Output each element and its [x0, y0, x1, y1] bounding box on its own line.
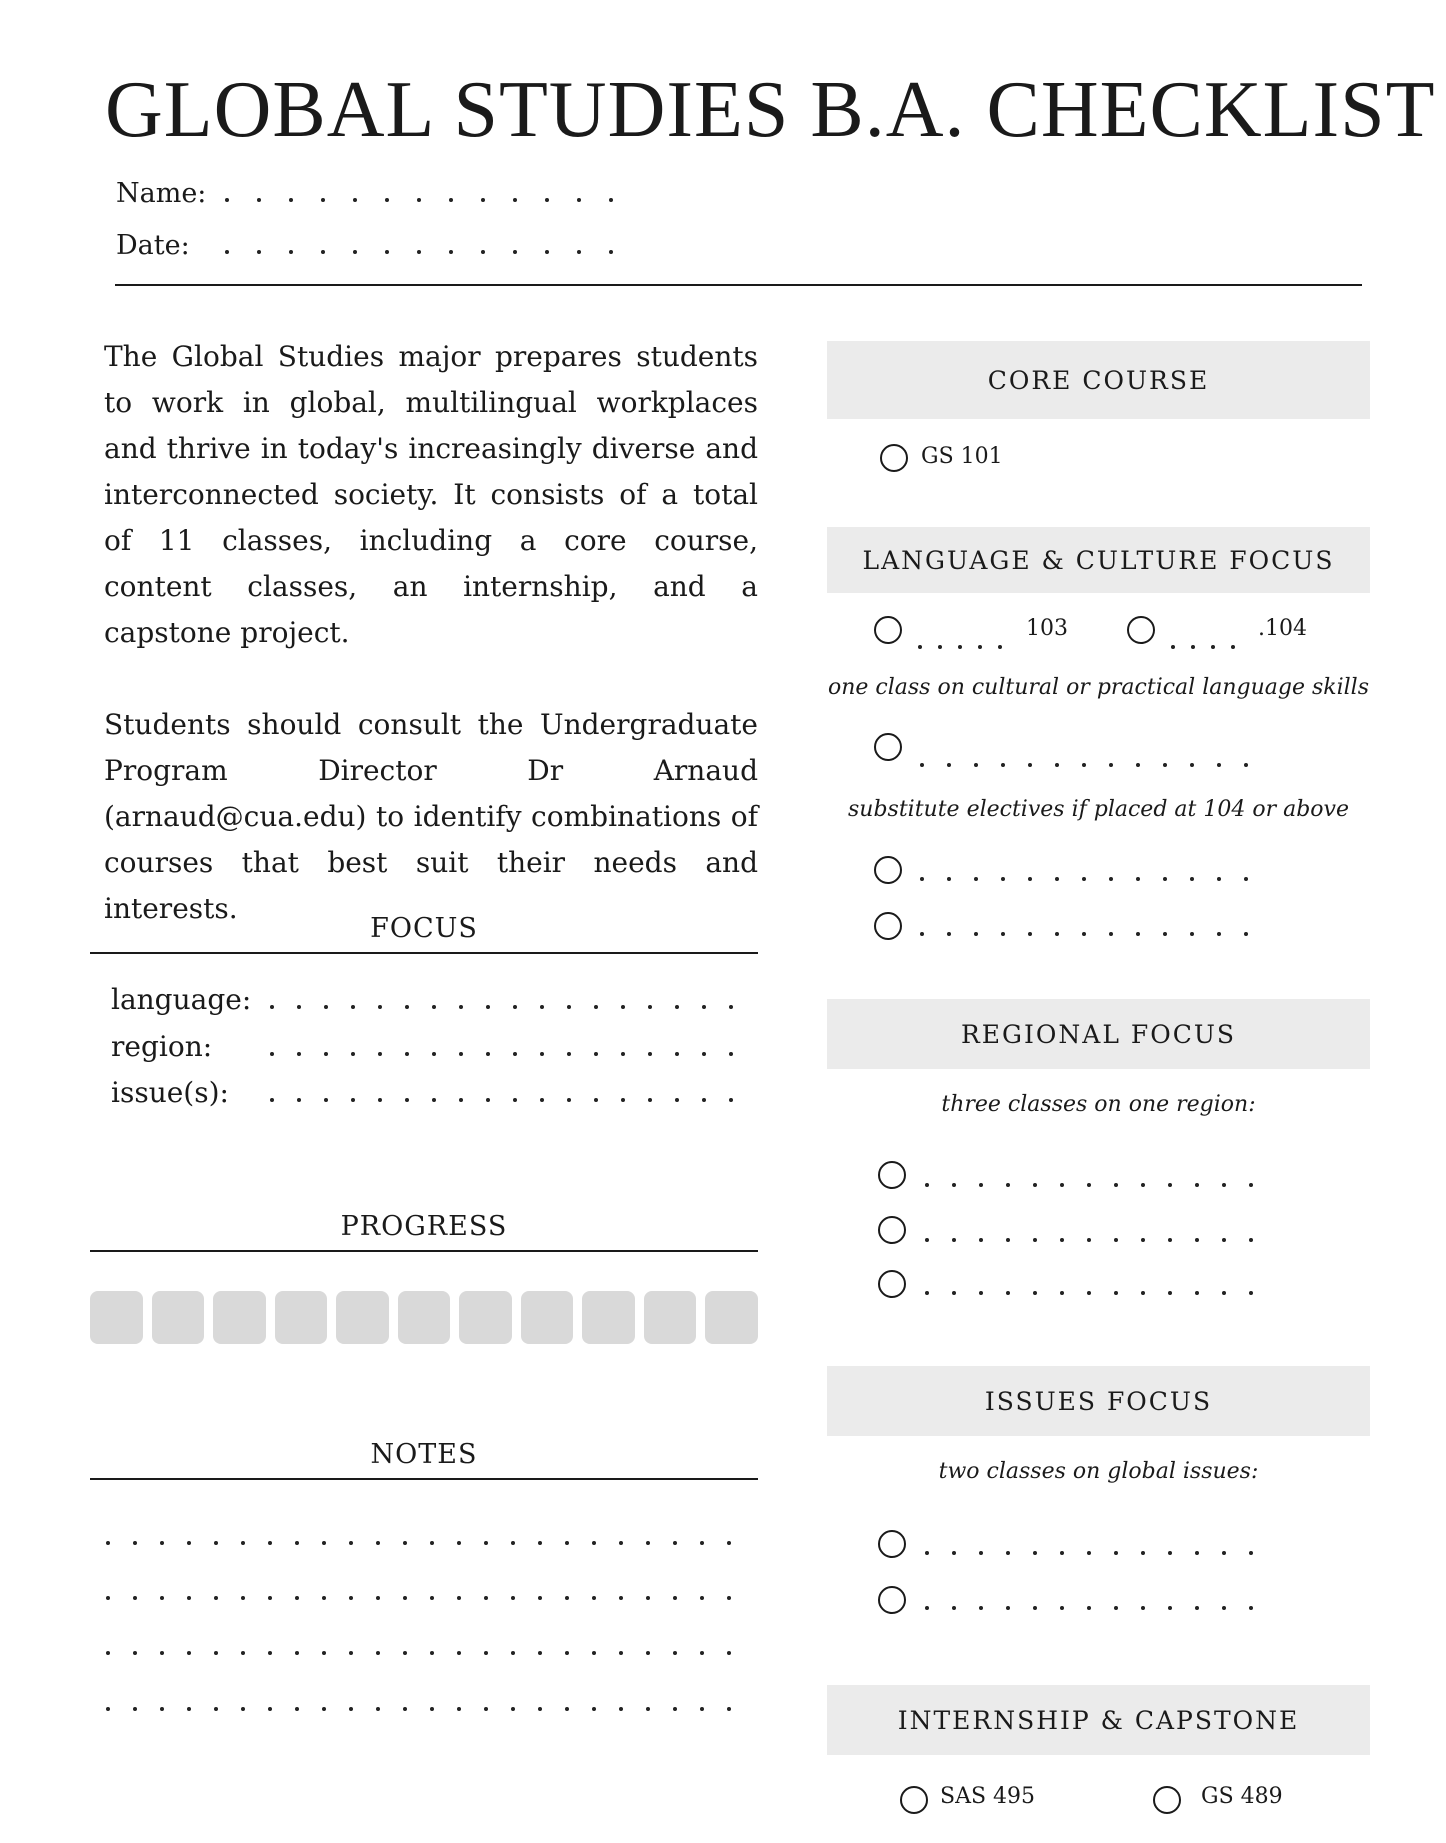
- regional-course-3-checkbox[interactable]: [878, 1270, 906, 1298]
- name-field[interactable]: [116, 180, 641, 207]
- language-elective-1-dots: [920, 866, 1271, 885]
- regional-note: three classes on one region:: [941, 1092, 1256, 1117]
- issues-course-1-checkbox[interactable]: [878, 1530, 906, 1558]
- notes-line-2[interactable]: [106, 1585, 754, 1604]
- notes-dots-2: [106, 1585, 754, 1604]
- header-divider: [115, 284, 1362, 286]
- notes-dots-4: [106, 1696, 754, 1715]
- language-104-dots: [1171, 634, 1251, 653]
- progress-heading: PROGRESS: [90, 1211, 758, 1252]
- progress-box[interactable]: [336, 1291, 389, 1344]
- intro-text: [104, 334, 758, 932]
- notes-line-4[interactable]: [106, 1696, 754, 1715]
- issues-course-2-checkbox[interactable]: [878, 1586, 906, 1614]
- language-skills-dots: [920, 752, 1271, 771]
- core-course-checkbox[interactable]: [880, 444, 908, 472]
- issues-focus-heading: ISSUES FOCUS: [827, 1366, 1370, 1436]
- focus-region-dots: [270, 1033, 756, 1061]
- progress-tracker: [90, 1291, 758, 1344]
- capstone-checkbox[interactable]: [1153, 1786, 1181, 1814]
- page-title: GLOBAL STUDIES B.A. CHECKLIST: [105, 66, 1436, 154]
- progress-box[interactable]: [398, 1291, 451, 1344]
- regional-course-3-dots: [925, 1280, 1276, 1299]
- language-elective-2-dots: [920, 921, 1271, 940]
- date-dots: [225, 232, 641, 259]
- intro-paragraph-1: The Global Studies major prepares students to work in global, multilingual workplaces and thrive in today's increasingly diverse and interconnected society. It consists of a total of 11 classes, including a core course, content classes, an internship, and a capstone project.: [104, 340, 758, 649]
- internship-label: SAS 495: [940, 1784, 1036, 1809]
- regional-course-1-checkbox[interactable]: [878, 1161, 906, 1189]
- progress-box[interactable]: [582, 1291, 635, 1344]
- progress-box[interactable]: [521, 1291, 574, 1344]
- focus-issues-row[interactable]: [111, 1076, 756, 1109]
- focus-issues-label: issue(s):: [111, 1076, 229, 1109]
- issues-course-2-dots: [925, 1595, 1276, 1614]
- focus-language-row[interactable]: [111, 983, 756, 1016]
- notes-dots-3: [106, 1640, 754, 1659]
- language-104-checkbox[interactable]: [1127, 616, 1155, 644]
- progress-box[interactable]: [459, 1291, 512, 1344]
- core-course-heading: CORE COURSE: [827, 341, 1370, 419]
- progress-box[interactable]: [644, 1291, 697, 1344]
- notes-line-1[interactable]: [106, 1530, 754, 1549]
- name-dots: [225, 180, 641, 207]
- language-elective-1-checkbox[interactable]: [874, 856, 902, 884]
- progress-box[interactable]: [152, 1291, 205, 1344]
- name-label: Name:: [116, 178, 207, 209]
- date-label: Date:: [116, 230, 190, 261]
- language-note-1: one class on cultural or practical language skills: [827, 675, 1370, 700]
- progress-box[interactable]: [90, 1291, 143, 1344]
- regional-course-2-dots: [925, 1227, 1276, 1246]
- notes-line-3[interactable]: [106, 1640, 754, 1659]
- progress-box[interactable]: [705, 1291, 758, 1344]
- focus-language-dots: [270, 986, 756, 1014]
- language-skills-checkbox[interactable]: [874, 733, 902, 761]
- language-103-checkbox[interactable]: [874, 616, 902, 644]
- progress-box[interactable]: [275, 1291, 328, 1344]
- regional-course-1-dots: [925, 1172, 1276, 1191]
- core-course-label: GS 101: [921, 444, 1003, 469]
- notes-heading: NOTES: [90, 1439, 758, 1480]
- language-103-label: 103: [1026, 616, 1068, 641]
- internship-capstone-heading: INTERNSHIP & CAPSTONE: [827, 1685, 1370, 1755]
- issues-note: two classes on global issues:: [938, 1459, 1259, 1484]
- language-elective-2-checkbox[interactable]: [874, 912, 902, 940]
- language-104-label: .104: [1258, 616, 1307, 641]
- regional-course-2-checkbox[interactable]: [878, 1216, 906, 1244]
- language-note-2: substitute electives if placed at 104 or above: [848, 797, 1349, 822]
- language-culture-heading: LANGUAGE & CULTURE FOCUS: [827, 527, 1370, 593]
- capstone-label: GS 489: [1201, 1784, 1283, 1809]
- regional-focus-heading: REGIONAL FOCUS: [827, 999, 1370, 1069]
- progress-box[interactable]: [213, 1291, 266, 1344]
- language-103-dots: [918, 634, 1018, 653]
- issues-course-1-dots: [925, 1540, 1276, 1559]
- focus-issues-dots: [270, 1079, 756, 1107]
- date-field[interactable]: [116, 232, 641, 259]
- focus-region-label: region:: [111, 1030, 213, 1063]
- internship-checkbox[interactable]: [900, 1786, 928, 1814]
- focus-heading: FOCUS: [90, 913, 758, 954]
- notes-dots-1: [106, 1530, 754, 1549]
- focus-region-row[interactable]: [111, 1030, 756, 1063]
- focus-language-label: language:: [111, 983, 252, 1016]
- intro-paragraph-2: Students should consult the Undergraduate Program Director Dr Arnaud (arnaud@cua.edu) to identify combinations of courses that best suit their needs and interests.: [104, 708, 758, 925]
